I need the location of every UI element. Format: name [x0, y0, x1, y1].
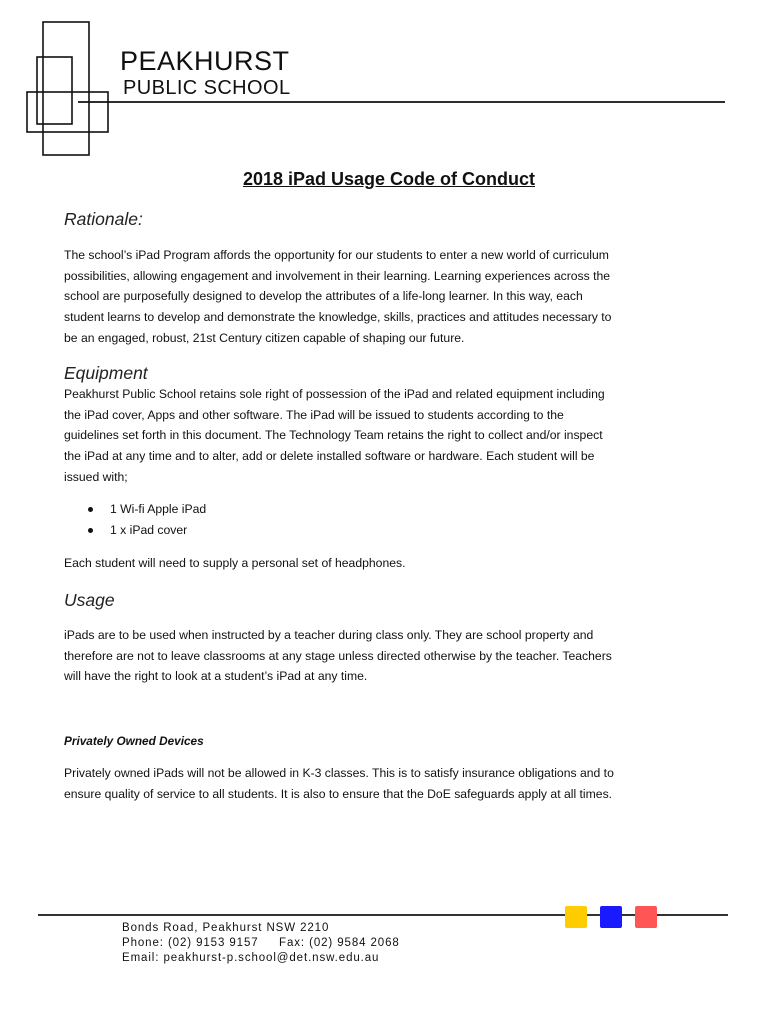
usage-paragraph [64, 625, 724, 687]
rationale-paragraph [64, 245, 724, 349]
document-title: 2018 iPad Usage Code of Conduct [242, 169, 536, 189]
text-line: the iPad cover, Apps and other software. The iPad will be issued to students according to the [64, 407, 564, 422]
text-line: possibilities, allowing engagement and involvement in their learning. Learning experiences across the [64, 268, 611, 283]
footer-square-blue [600, 906, 622, 928]
text-line: Peakhurst Public School retains sole right of possession of the iPad and related equipment including [64, 387, 605, 401]
footer-divider [38, 914, 728, 916]
footer-square-yellow [565, 906, 587, 928]
text-line: The school’s iPad Program affords the opportunity for our students to enter a new world of curriculum [64, 248, 609, 262]
text-line: Privately owned iPads will not be allowed in K-3 classes. This is to satisfy insurance obligations and to [64, 766, 614, 780]
text-line: iPads are to be used when instructed by a teacher during class only. They are school property and [64, 628, 594, 642]
school-logo [0, 0, 770, 160]
text-line: therefore are not to leave classrooms at any stage unless directed otherwise by the teacher. Teachers [64, 648, 612, 663]
list-item: 1 Wi-fi Apple iPad [64, 499, 206, 520]
list-item: 1 x iPad cover [64, 520, 206, 541]
headphones-note: Each student will need to supply a personal set of headphones. [64, 556, 406, 570]
text-line: will have the right to look at a student’s iPad at any time. [64, 669, 368, 684]
text-line: be an engaged, robust, 21st Century citizen capable of shaping our future. [64, 330, 465, 345]
equipment-list [64, 499, 206, 541]
footer-email: Email: peakhurst-p.school@det.nsw.edu.au [122, 952, 380, 964]
text-line: guidelines set forth in this document. The Technology Team retains the right to collect and/or inspect [64, 428, 603, 443]
equipment-paragraph [64, 384, 724, 488]
equipment-heading: Equipment [64, 363, 148, 383]
private-devices-paragraph [64, 763, 724, 804]
text-line: issued with; [64, 469, 128, 484]
usage-heading: Usage [64, 590, 115, 610]
text-line: student learns to develop and demonstrate the knowledge, skills, practices and attitudes necessary to [64, 310, 612, 325]
school-name: PEAKHURST [120, 46, 290, 76]
text-line: ensure quality of service to all students. It is also to ensure that the DoE safeguards apply at all times. [64, 786, 613, 801]
footer-contact [122, 921, 400, 966]
school-subtitle: PUBLIC SCHOOL [123, 77, 291, 99]
text-line: the iPad at any time and to alter, add or delete installed software or hardware. Each student will be [64, 449, 595, 464]
text-line: school are purposefully designed to develop the attributes of a life-long learner. In this way, each [64, 289, 583, 304]
rationale-heading: Rationale: [64, 209, 143, 229]
private-devices-heading: Privately Owned Devices [64, 734, 204, 748]
footer-phone: Phone: (02) 9153 9157 Fax: (02) 9584 2068 [122, 937, 400, 949]
footer-address: Bonds Road, Peakhurst NSW 2210 [122, 922, 330, 934]
footer-square-red [635, 906, 657, 928]
